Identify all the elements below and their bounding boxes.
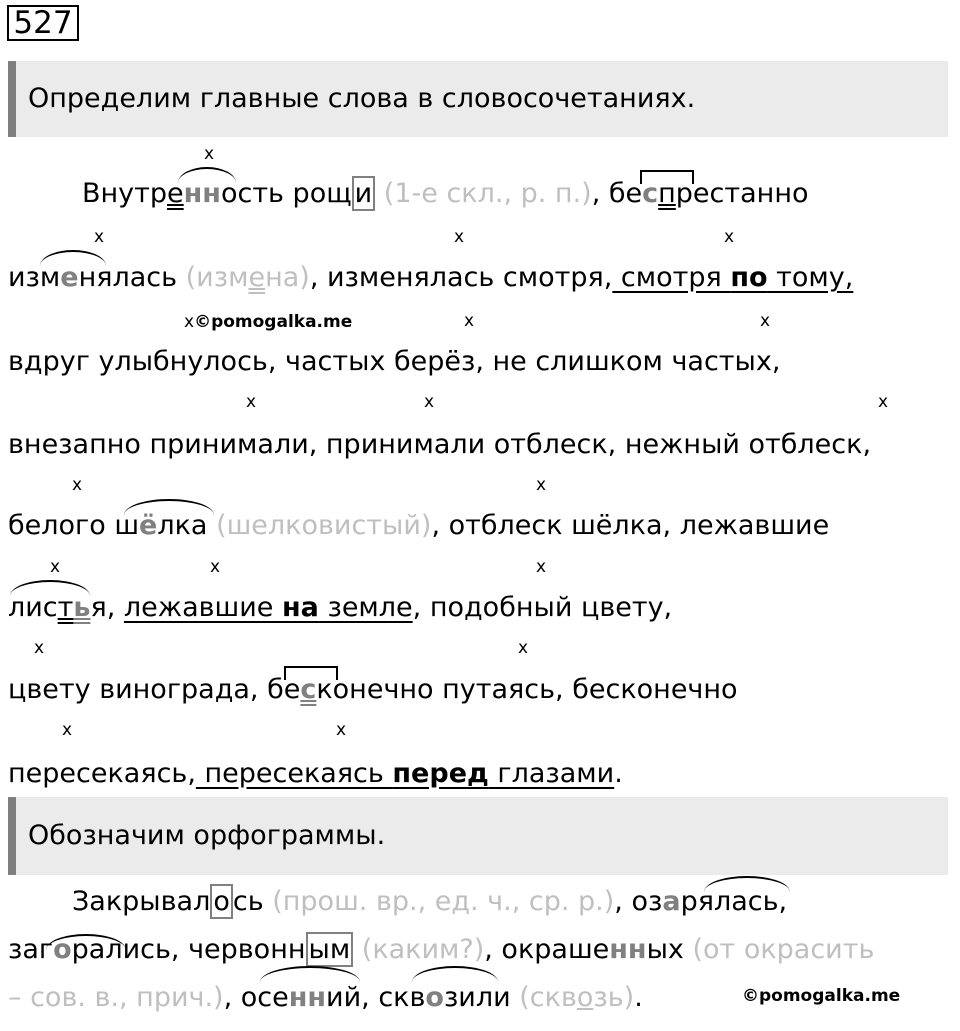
text-line-2: изменялась (измена), изменялась смотря, смотря по тому, [8,262,854,293]
text-line-9: Закрывал о сь (прош. вр., ед. ч., ср. р.), озарялась, [72,886,788,917]
mark: x [536,557,547,577]
section-heading-orthograms [8,797,948,875]
section-heading-text: Определим главные слова в словосочетаниях. [28,83,696,114]
text-line-11: – сов. в., прич.), осенний, сквозили (сквозь). [8,982,643,1013]
section-heading-text: Обозначим орфограммы. [28,820,386,851]
text-line-1: Внутренность рощ и (1-е скл., р. п.), беспрестанно [82,178,809,209]
text-line-5: белого шёлка (шелковистый), отблеск шёлка, лежавшие [8,510,830,541]
mark: x [246,392,257,412]
mark: x [210,557,221,577]
ending-box: и [352,176,376,211]
watermark-top: x©pomogalka.me [184,312,353,332]
mark: x [878,392,889,412]
text-line-8: пересекаясь, пересекаясь перед глазами. [8,758,623,789]
ending-box: ым [306,932,354,967]
mark: x [62,720,73,740]
mark: x [34,638,45,658]
watermark-bottom: ©pomogalka.me [742,986,901,1006]
mark: x [454,227,465,247]
text-line-3: вдруг улыбнулось, частых берёз, не слишком частых, [8,346,781,377]
text-line-6: листья, лежавшие на земле, подобный цвету, [8,592,673,623]
mark: x [464,311,475,331]
mark: x [424,392,435,412]
section-heading-main-words [8,61,948,137]
mark: x [50,557,61,577]
mark: x [518,638,529,658]
mark: x [72,475,83,495]
text-line-4: внезапно принимали, принимали отблеск, нежный отблеск, [8,429,872,460]
mark: x [204,144,215,164]
mark: x [336,720,347,740]
mark: x [536,475,547,495]
ending-box: о [210,884,233,919]
mark: x [94,227,105,247]
text-line-7: цвету винограда, бесконечно путаясь, бесконечно [8,674,738,705]
text-line-10: загорались, червонн ым (каким?), окрашенных (от окрасить [8,934,875,965]
exercise-number: 527 [7,5,79,41]
mark: x [760,311,771,331]
mark: x [724,227,735,247]
